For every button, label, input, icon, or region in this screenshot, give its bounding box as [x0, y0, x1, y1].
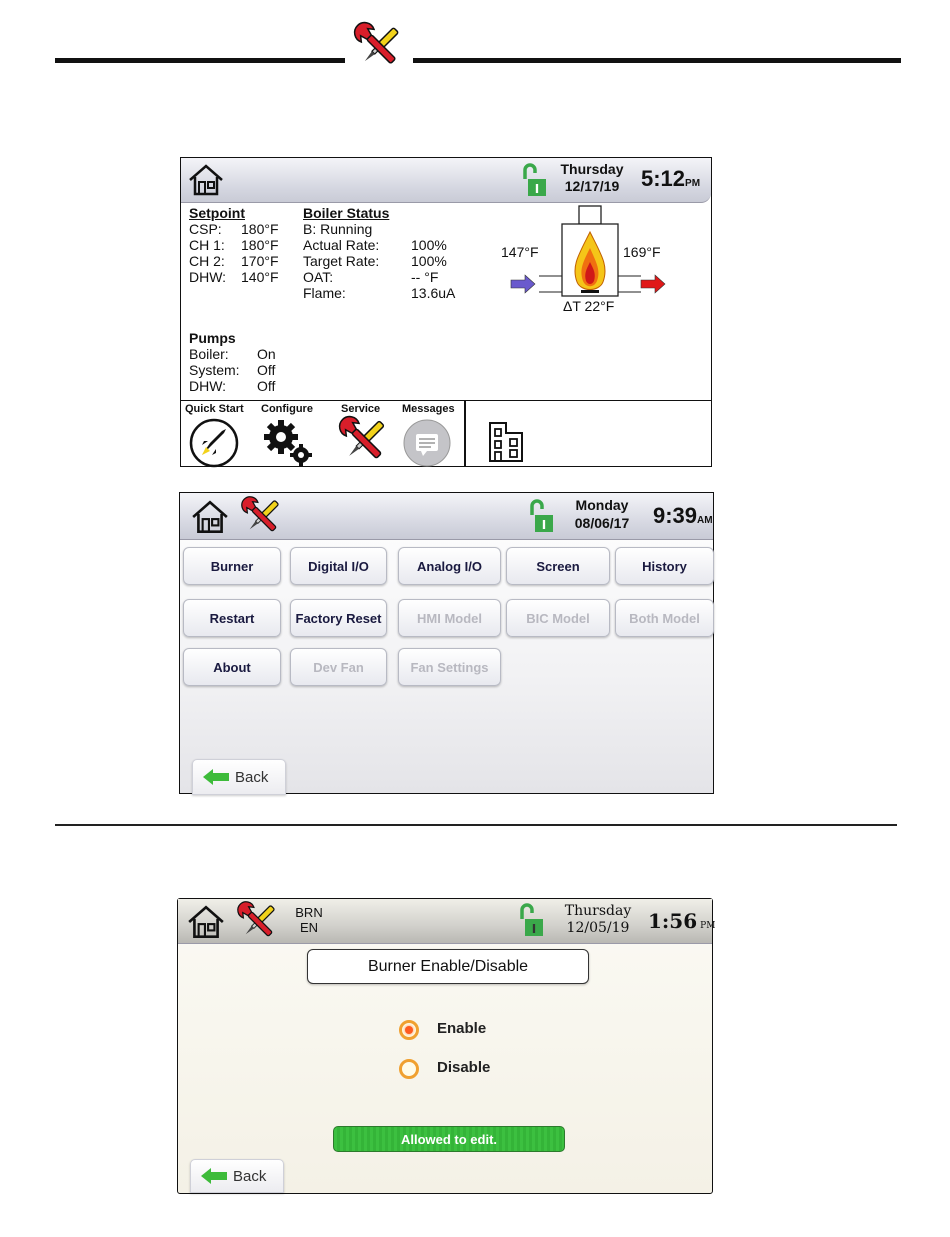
top-bar: [180, 493, 713, 540]
pump-label: DHW:: [189, 378, 227, 394]
building-icon[interactable]: [486, 419, 526, 463]
boiler-status-heading: Boiler Status: [303, 205, 390, 221]
top-bar: [181, 158, 711, 203]
toolbar-divider: [464, 401, 466, 467]
page-title: Burner Enable/Disable: [307, 949, 589, 984]
messages-label: Messages: [402, 403, 455, 415]
setpoint-value: 180°F: [241, 237, 279, 253]
boiler-status-label: OAT:: [303, 269, 334, 285]
messages-icon[interactable]: [401, 417, 453, 467]
pump-label: System:: [189, 362, 240, 378]
both-model-button[interactable]: Both Model: [615, 599, 714, 637]
setpoint-row: [189, 269, 299, 285]
date-label: 12/17/19: [564, 178, 620, 194]
boiler-status-section: [303, 205, 478, 301]
boiler-status-value: 13.6uA: [411, 285, 456, 301]
home-icon[interactable]: [186, 903, 226, 941]
clock: 9:39AM: [653, 503, 713, 528]
back-arrow-icon: [199, 1167, 229, 1185]
quick-start-label: Quick Start: [185, 403, 244, 415]
boiler-status-row: [303, 285, 478, 301]
home-icon[interactable]: [187, 162, 225, 198]
day-label: Thursday: [560, 161, 624, 177]
disable-label[interactable]: Disable: [437, 1059, 491, 1076]
screen-button[interactable]: Screen: [506, 547, 610, 585]
pumps-heading: Pumps: [189, 330, 236, 346]
burner-button[interactable]: Burner: [183, 547, 281, 585]
service-tools-icon: [350, 22, 408, 72]
outlet-temp: 169°F: [623, 244, 661, 260]
setpoint-label: CSP:: [189, 221, 222, 237]
pump-value: Off: [257, 378, 276, 394]
unlocked-lock-icon[interactable]: [518, 903, 544, 937]
setpoint-label: DHW:: [189, 269, 227, 285]
configure-label: Configure: [261, 403, 313, 415]
home-status-screen: [180, 157, 712, 467]
bottom-toolbar: [181, 400, 711, 467]
hmi-model-button[interactable]: HMI Model: [398, 599, 501, 637]
setpoint-value: 170°F: [241, 253, 279, 269]
bic-model-button[interactable]: BIC Model: [506, 599, 610, 637]
fan-settings-button[interactable]: Fan Settings: [398, 648, 501, 686]
burner-enable-screen: [177, 898, 716, 1194]
setpoint-row: [189, 221, 299, 237]
setpoint-label: CH 2:: [189, 253, 225, 269]
clock: 1:56 PM: [648, 909, 716, 933]
restart-button[interactable]: Restart: [183, 599, 281, 637]
boiler-status-label: Target Rate:: [303, 253, 380, 269]
boiler-diagram: [499, 204, 689, 314]
pump-value: On: [257, 346, 276, 362]
boiler-status-label: Actual Rate:: [303, 237, 380, 253]
date-label: 12/05/19: [566, 920, 630, 936]
service-label: Service: [341, 403, 381, 415]
boiler-status-value: 100%: [411, 237, 447, 253]
back-label: Back: [233, 1167, 267, 1185]
day-label: Thursday: [564, 903, 632, 919]
home-icon[interactable]: [190, 498, 230, 536]
svg-text:I: I: [531, 922, 537, 936]
clock: 5:12PM: [641, 166, 701, 191]
disable-radio[interactable]: [399, 1059, 419, 1079]
analog-i-o-button[interactable]: Analog I/O: [398, 547, 501, 585]
digital-i-o-button[interactable]: Digital I/O: [290, 547, 387, 585]
enable-label[interactable]: Enable: [437, 1020, 487, 1037]
pump-row: [189, 346, 309, 362]
boiler-state: B: Running: [303, 221, 373, 237]
about-button[interactable]: About: [183, 648, 281, 686]
boiler-status-value: 100%: [411, 253, 447, 269]
date-label: 08/06/17: [574, 515, 630, 531]
delta-t: ΔT 22°F: [563, 298, 615, 314]
service-menu-screen: [179, 492, 714, 794]
service-tools-icon[interactable]: [234, 900, 282, 944]
setpoint-row: [189, 253, 299, 269]
setpoint-section: [189, 205, 299, 285]
factory-reset-button[interactable]: Factory Reset: [290, 599, 387, 637]
boiler-status-value: -- °F: [411, 269, 439, 285]
boiler-status-row: [303, 269, 478, 285]
svg-text:I: I: [534, 182, 540, 196]
back-button[interactable]: [192, 759, 286, 795]
top-bar: [178, 899, 716, 944]
setpoint-row: [189, 237, 299, 253]
day-label: Monday: [575, 497, 629, 513]
history-button[interactable]: History: [615, 547, 714, 585]
boiler-status-row: [303, 237, 478, 253]
inlet-temp: 147°F: [501, 244, 539, 260]
setpoint-label: CH 1:: [189, 237, 225, 253]
service-tools-icon[interactable]: [238, 495, 286, 539]
svg-text:I: I: [541, 518, 547, 532]
allowed-status-text: Allowed to edit.: [400, 1131, 498, 1147]
pump-row: [189, 362, 309, 378]
mode-indicator: [292, 905, 326, 935]
mode-line-2: EN: [299, 920, 319, 935]
allowed-status-bar: [333, 1126, 565, 1152]
boiler-status-row: [303, 253, 478, 269]
back-arrow-icon: [201, 768, 231, 786]
pump-value: Off: [257, 362, 276, 378]
setpoint-heading: Setpoint: [189, 205, 245, 221]
setpoint-value: 180°F: [241, 221, 279, 237]
header-rule-left: [55, 58, 345, 63]
setpoint-value: 140°F: [241, 269, 279, 285]
unlocked-lock-icon[interactable]: [521, 163, 547, 197]
dev-fan-button[interactable]: Dev Fan: [290, 648, 387, 686]
section-divider: [55, 824, 897, 826]
back-button[interactable]: [190, 1159, 284, 1193]
back-label: Back: [235, 768, 269, 786]
pump-label: Boiler:: [189, 346, 229, 362]
boiler-status-label: Flame:: [303, 285, 346, 301]
quick-start-rocket-icon[interactable]: [188, 417, 240, 467]
unlocked-lock-icon[interactable]: [528, 499, 554, 533]
pump-row: [189, 378, 309, 394]
pumps-section: [189, 330, 309, 394]
enable-radio[interactable]: [399, 1020, 419, 1040]
configure-gears-icon[interactable]: [261, 417, 315, 467]
service-tools-icon[interactable]: [335, 415, 393, 467]
header-rule-right: [413, 58, 901, 63]
mode-line-1: BRN: [295, 905, 323, 920]
